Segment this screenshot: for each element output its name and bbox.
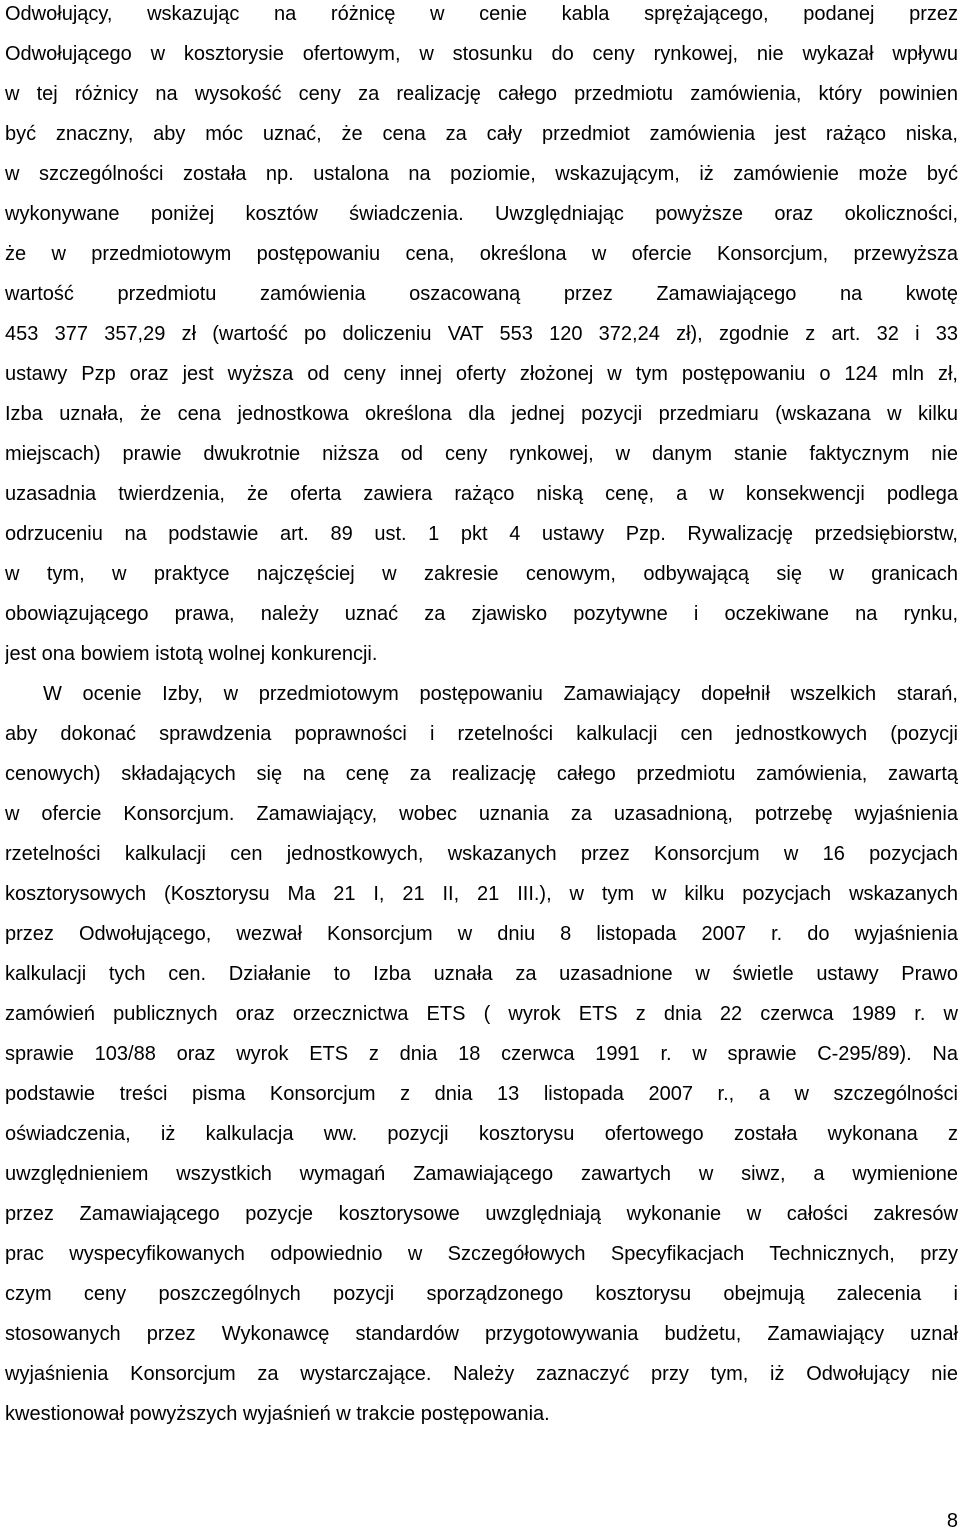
- text-line: W ocenie Izby, w przedmiotowym postępowaniu Zamawiający dopełnił wszelkich starań,: [43, 683, 958, 705]
- text-line: 453 377 357,29 zł (wartość po doliczeniu VAT 553 120 372,24 zł), zgodnie z art. 32 i 33: [5, 323, 958, 345]
- text-line: w szczególności została np. ustalona na poziomie, wskazującym, iż zamówienie może być: [5, 163, 958, 185]
- text-line: oświadczenia, iż kalkulacja ww. pozycji kosztorysu ofertowego została wykonana z: [5, 1123, 958, 1145]
- text-line: Izba uznała, że cena jednostkowa określona dla jednej pozycji przedmiaru (wskazana w kilku: [5, 403, 958, 425]
- text-line: w ofercie Konsorcjum. Zamawiający, wobec uznania za uzasadnioną, potrzebę wyjaśnienia: [5, 803, 958, 825]
- text-line: przez Zamawiającego pozycje kosztorysowe uwzględniają wykonanie w całości zakresów: [5, 1203, 958, 1225]
- text-line: wartość przedmiotu zamówienia oszacowaną przez Zamawiającego na kwotę: [5, 283, 958, 305]
- text-line: prac wyspecyfikowanych odpowiednio w Szczegółowych Specyfikacjach Technicznych, przy: [5, 1243, 958, 1265]
- text-line: że w przedmiotowym postępowaniu cena, określona w ofercie Konsorcjum, przewyższa: [5, 243, 958, 265]
- text-line: jest ona bowiem istotą wolnej konkurencji.: [5, 643, 378, 665]
- text-line: w tej różnicy na wysokość ceny za realizację całego przedmiotu zamówienia, który powinien: [5, 83, 958, 105]
- text-line: stosowanych przez Wykonawcę standardów przygotowywania budżetu, Zamawiający uznał: [5, 1323, 958, 1345]
- text-line: w tym, w praktyce najczęściej w zakresie cenowym, odbywającą się w granicach: [5, 563, 958, 585]
- text-line: kalkulacji tych cen. Działanie to Izba uznała za uzasadnione w świetle ustawy Prawo: [5, 963, 958, 985]
- text-line: sprawie 103/88 oraz wyrok ETS z dnia 18 czerwca 1991 r. w sprawie C-295/89). Na: [5, 1043, 958, 1065]
- page-number: 8: [946, 1510, 958, 1532]
- paragraph-2: [5, 680, 958, 1440]
- text-line: rzetelności kalkulacji cen jednostkowych, wskazanych przez Konsorcjum w 16 pozycjach: [5, 843, 958, 865]
- text-line: podstawie treści pisma Konsorcjum z dnia 13 listopada 2007 r., a w szczególności: [5, 1083, 958, 1105]
- text-line: Odwołujący, wskazując na różnicę w cenie kabla sprężającego, podanej przez: [5, 3, 958, 25]
- text-line: uwzględnieniem wszystkich wymagań Zamawiającego zawartych w siwz, a wymienione: [5, 1163, 958, 1185]
- text-line: wyjaśnienia Konsorcjum za wystarczające. Należy zaznaczyć przy tym, iż Odwołujący nie: [5, 1363, 958, 1385]
- text-line: ustawy Pzp oraz jest wyższa od ceny innej oferty złożonej w tym postępowaniu o 124 mln zł,: [5, 363, 958, 385]
- document-body: [5, 0, 958, 1440]
- text-line: przez Odwołującego, wezwał Konsorcjum w dniu 8 listopada 2007 r. do wyjaśnienia: [5, 923, 958, 945]
- text-line: wykonywane poniżej kosztów świadczenia. Uwzględniając powyższe oraz okoliczności,: [5, 203, 958, 225]
- text-line: uzasadnia twierdzenia, że oferta zawiera rażąco niską cenę, a w konsekwencji podlega: [5, 483, 958, 505]
- text-line: cenowych) składających się na cenę za realizację całego przedmiotu zamówienia, zawartą: [5, 763, 958, 785]
- text-line: kwestionował powyższych wyjaśnień w trakcie postępowania.: [5, 1403, 550, 1425]
- text-line: czym ceny poszczególnych pozycji sporządzonego kosztorysu obejmują zalecenia i: [5, 1283, 958, 1305]
- text-line: Odwołującego w kosztorysie ofertowym, w stosunku do ceny rynkowej, nie wykazał wpływu: [5, 43, 958, 65]
- paragraph-1: [5, 0, 958, 680]
- text-line: miejscach) prawie dwukrotnie niższa od ceny rynkowej, w danym stanie faktycznym nie: [5, 443, 958, 465]
- text-line: aby dokonać sprawdzenia poprawności i rzetelności kalkulacji cen jednostkowych (pozycji: [5, 723, 958, 745]
- text-line: zamówień publicznych oraz orzecznictwa ETS ( wyrok ETS z dnia 22 czerwca 1989 r. w: [5, 1003, 958, 1025]
- text-line: odrzuceniu na podstawie art. 89 ust. 1 pkt 4 ustawy Pzp. Rywalizację przedsiębiorstw,: [5, 523, 958, 545]
- text-line: być znaczny, aby móc uznać, że cena za cały przedmiot zamówienia jest rażąco niska,: [5, 123, 958, 145]
- text-line: obowiązującego prawa, należy uznać za zjawisko pozytywne i oczekiwane na rynku,: [5, 603, 958, 625]
- text-line: kosztorysowych (Kosztorysu Ma 21 I, 21 II, 21 III.), w tym w kilku pozycjach wskazanych: [5, 883, 958, 905]
